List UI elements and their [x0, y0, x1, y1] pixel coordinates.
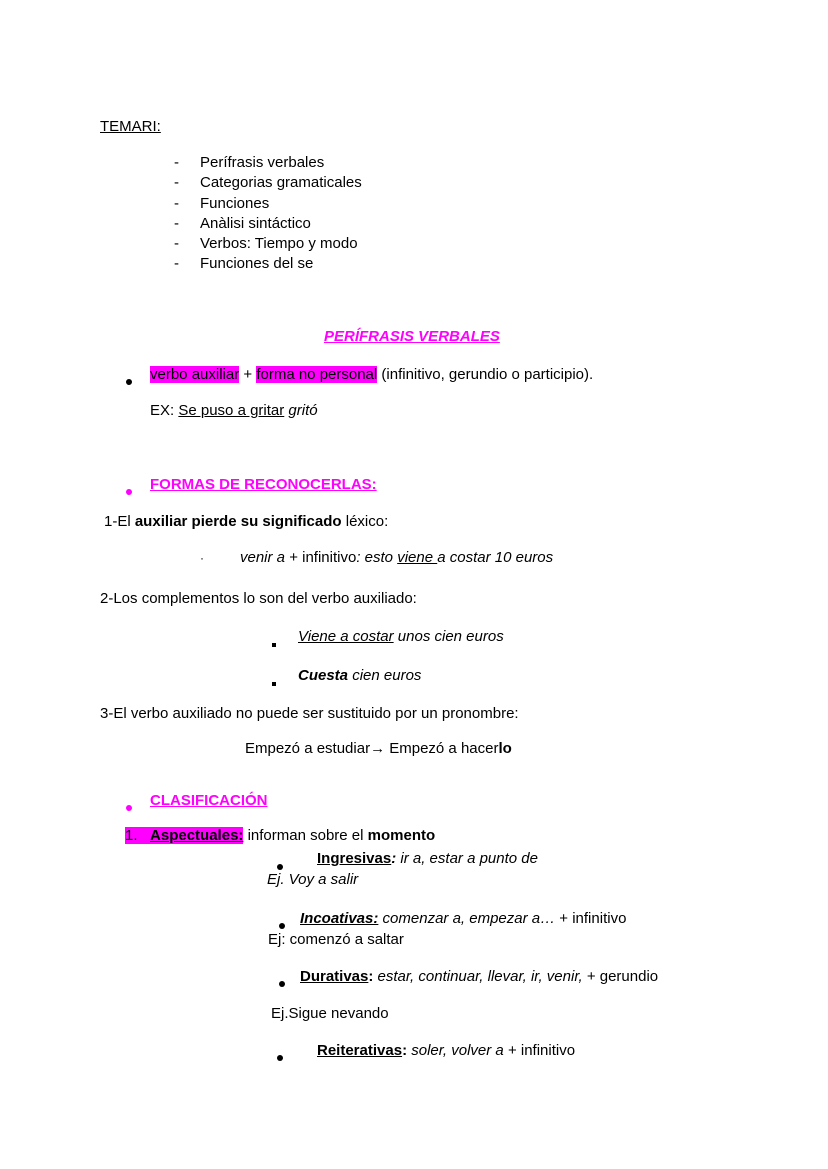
- durativas-line: Durativas: estar, continuar, llevar, ir, venir, + gerundio: [300, 968, 659, 985]
- aspectuales-line: 1. Aspectuales: informan sobre el momento: [125, 827, 436, 844]
- definition-rest: (infinitivo, gerundio o participio).: [377, 366, 594, 383]
- rule2-example1: Viene a costar unos cien euros: [298, 628, 504, 645]
- list-item: - Anàlisi sintáctico: [174, 214, 311, 232]
- incoativas-line: Incoativas: comenzar a, empezar a… + infinitivo: [300, 910, 627, 927]
- clasificacion-title: CLASIFICACIÓN: [150, 792, 268, 809]
- ingresivas-line: Ingresivas: ir a, estar a punto de: [317, 850, 538, 867]
- rule1: 1-El auxiliar pierde su significado léxico:: [104, 513, 389, 530]
- rule1-example: venir a + infinitivo: esto viene a costar 10 euros: [240, 549, 554, 566]
- formas-title: FORMAS DE RECONOCERLAS:: [150, 476, 377, 493]
- example-alt: gritó: [284, 402, 318, 419]
- rule1-marker: ·: [200, 551, 204, 565]
- rule3-example: Empezó a estudiar→ Empezó a hacerlo: [245, 740, 512, 757]
- definition-part2: forma no personal: [256, 366, 378, 383]
- reiterativas-line: Reiterativas: soler, volver a + infinitivo: [317, 1042, 576, 1059]
- rule2: 2-Los complementos lo son del verbo auxiliado:: [100, 590, 417, 607]
- bullet-icon: [126, 372, 132, 389]
- durativas-example: Ej.Sigue nevando: [271, 1005, 389, 1022]
- example-prefix: EX:: [150, 402, 179, 419]
- plus-sign: +: [239, 366, 257, 383]
- bullet-icon: [126, 798, 132, 815]
- section-title: PERÍFRASIS VERBALES: [324, 328, 500, 345]
- temari-title: TEMARI:: [100, 118, 161, 135]
- list-item: - Verbos: Tiempo y modo: [174, 235, 358, 253]
- aspectuales-highlight: 1. Aspectuales:: [125, 827, 244, 844]
- rule2-example2: Cuesta cien euros: [298, 667, 422, 684]
- bullet-icon: [277, 1048, 283, 1065]
- bullet-icon: [279, 974, 285, 991]
- rule3: 3-El verbo auxiliado no puede ser sustituido por un pronombre:: [100, 705, 519, 722]
- definition-part1: verbo auxiliar: [150, 366, 240, 383]
- incoativas-example: Ej: comenzó a saltar: [268, 931, 404, 948]
- square-bullet-icon: [272, 634, 276, 651]
- example-line: [150, 402, 318, 420]
- list-item: - Categorias gramaticales: [174, 174, 362, 192]
- bullet-icon: [126, 482, 132, 499]
- square-bullet-icon: [272, 673, 276, 690]
- ingresivas-example: Ej. Voy a salir: [267, 871, 359, 888]
- definition-line: [150, 366, 593, 384]
- list-item: - Funciones: [174, 194, 270, 212]
- list-item: - Funciones del se: [174, 255, 314, 273]
- list-item: - Perífrasis verbales: [174, 154, 325, 171]
- temari-list: [174, 153, 362, 275]
- example-underlined: Se puso a gritar: [178, 402, 285, 419]
